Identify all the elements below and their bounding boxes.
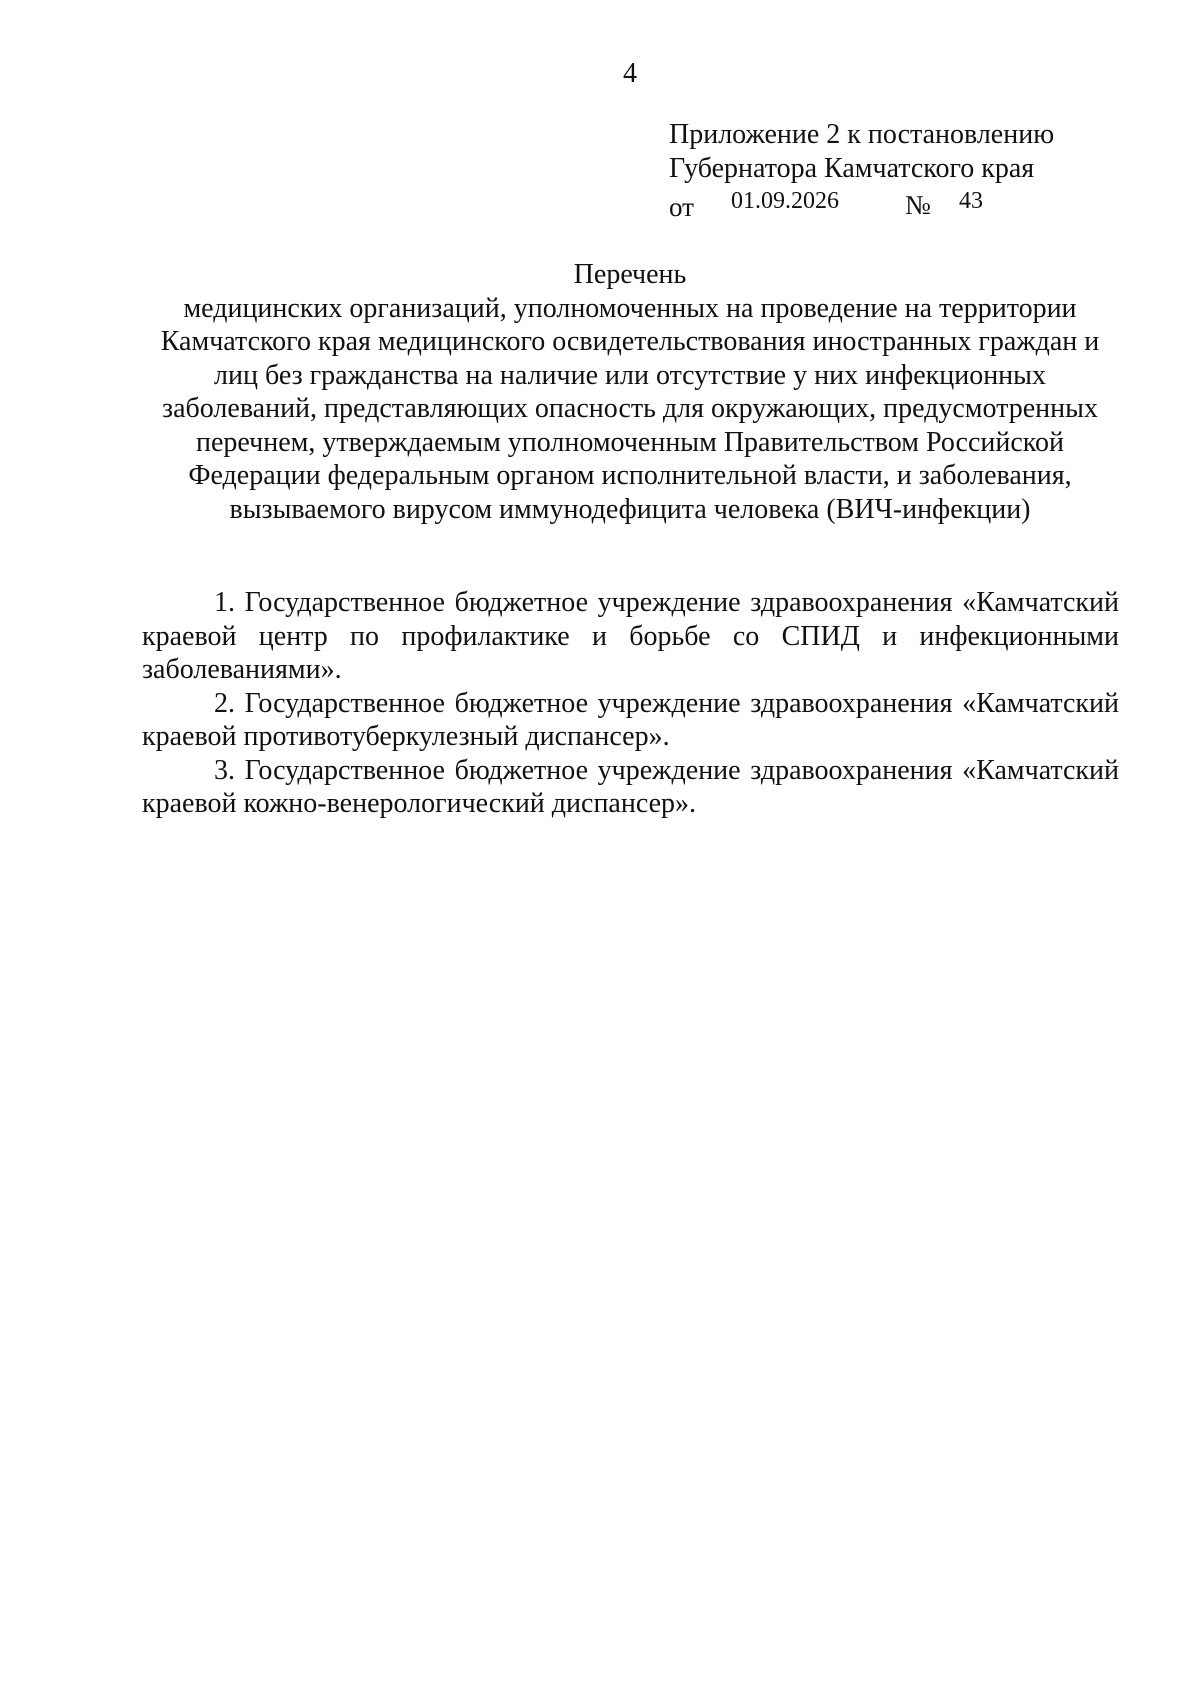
page-number: 4: [623, 58, 637, 89]
title-line: Федерации федеральным органом исполнительной власти, и заболевания,: [188, 460, 1072, 491]
appendix-line-2: Губернатора Камчатского края: [669, 153, 1035, 184]
appendix-line-1: Приложение 2 к постановлению: [669, 119, 1055, 150]
document-title: [140, 258, 1120, 526]
from-label: от: [669, 192, 694, 222]
title-line: медицинских организаций, уполномоченных на проведение на территории: [183, 292, 1077, 324]
appendix-header: [669, 118, 1089, 220]
list-item: 1. Государственное бюджетное учреждение здравоохранения «Камчатский краевой центр по профилактике и борьбе со СПИД и инфекционными заболеваниями».: [142, 587, 1119, 685]
list-item: 2. Государственное бюджетное учреждение здравоохранения «Камчатский краевой противотуберкулезный диспансер».: [142, 687, 1119, 752]
appendix-date-number: [669, 186, 1089, 220]
decree-number: 43: [959, 188, 983, 214]
number-sign: №: [905, 190, 931, 220]
title-line: лиц без гражданства на наличие или отсутствие у них инфекционных: [214, 359, 1046, 391]
organization-list: [142, 586, 1119, 821]
list-item: 3. Государственное бюджетное учреждение здравоохранения «Камчатский краевой кожно-венерологический диспансер».: [142, 754, 1119, 819]
decree-date: 01.09.2026: [731, 188, 839, 214]
title-line: вызываемого вирусом иммунодефицита человека (ВИЧ-инфекции): [229, 493, 1031, 525]
title-line: заболеваний, представляющих опасность для окружающих, предусмотренных: [162, 393, 1098, 424]
title-line: Камчатского края медицинского освидетельствования иностранных граждан и: [160, 326, 1100, 357]
title-line: перечнем, утверждаемым уполномоченным Правительством Российской: [196, 426, 1064, 458]
title-heading: Перечень: [573, 259, 687, 290]
